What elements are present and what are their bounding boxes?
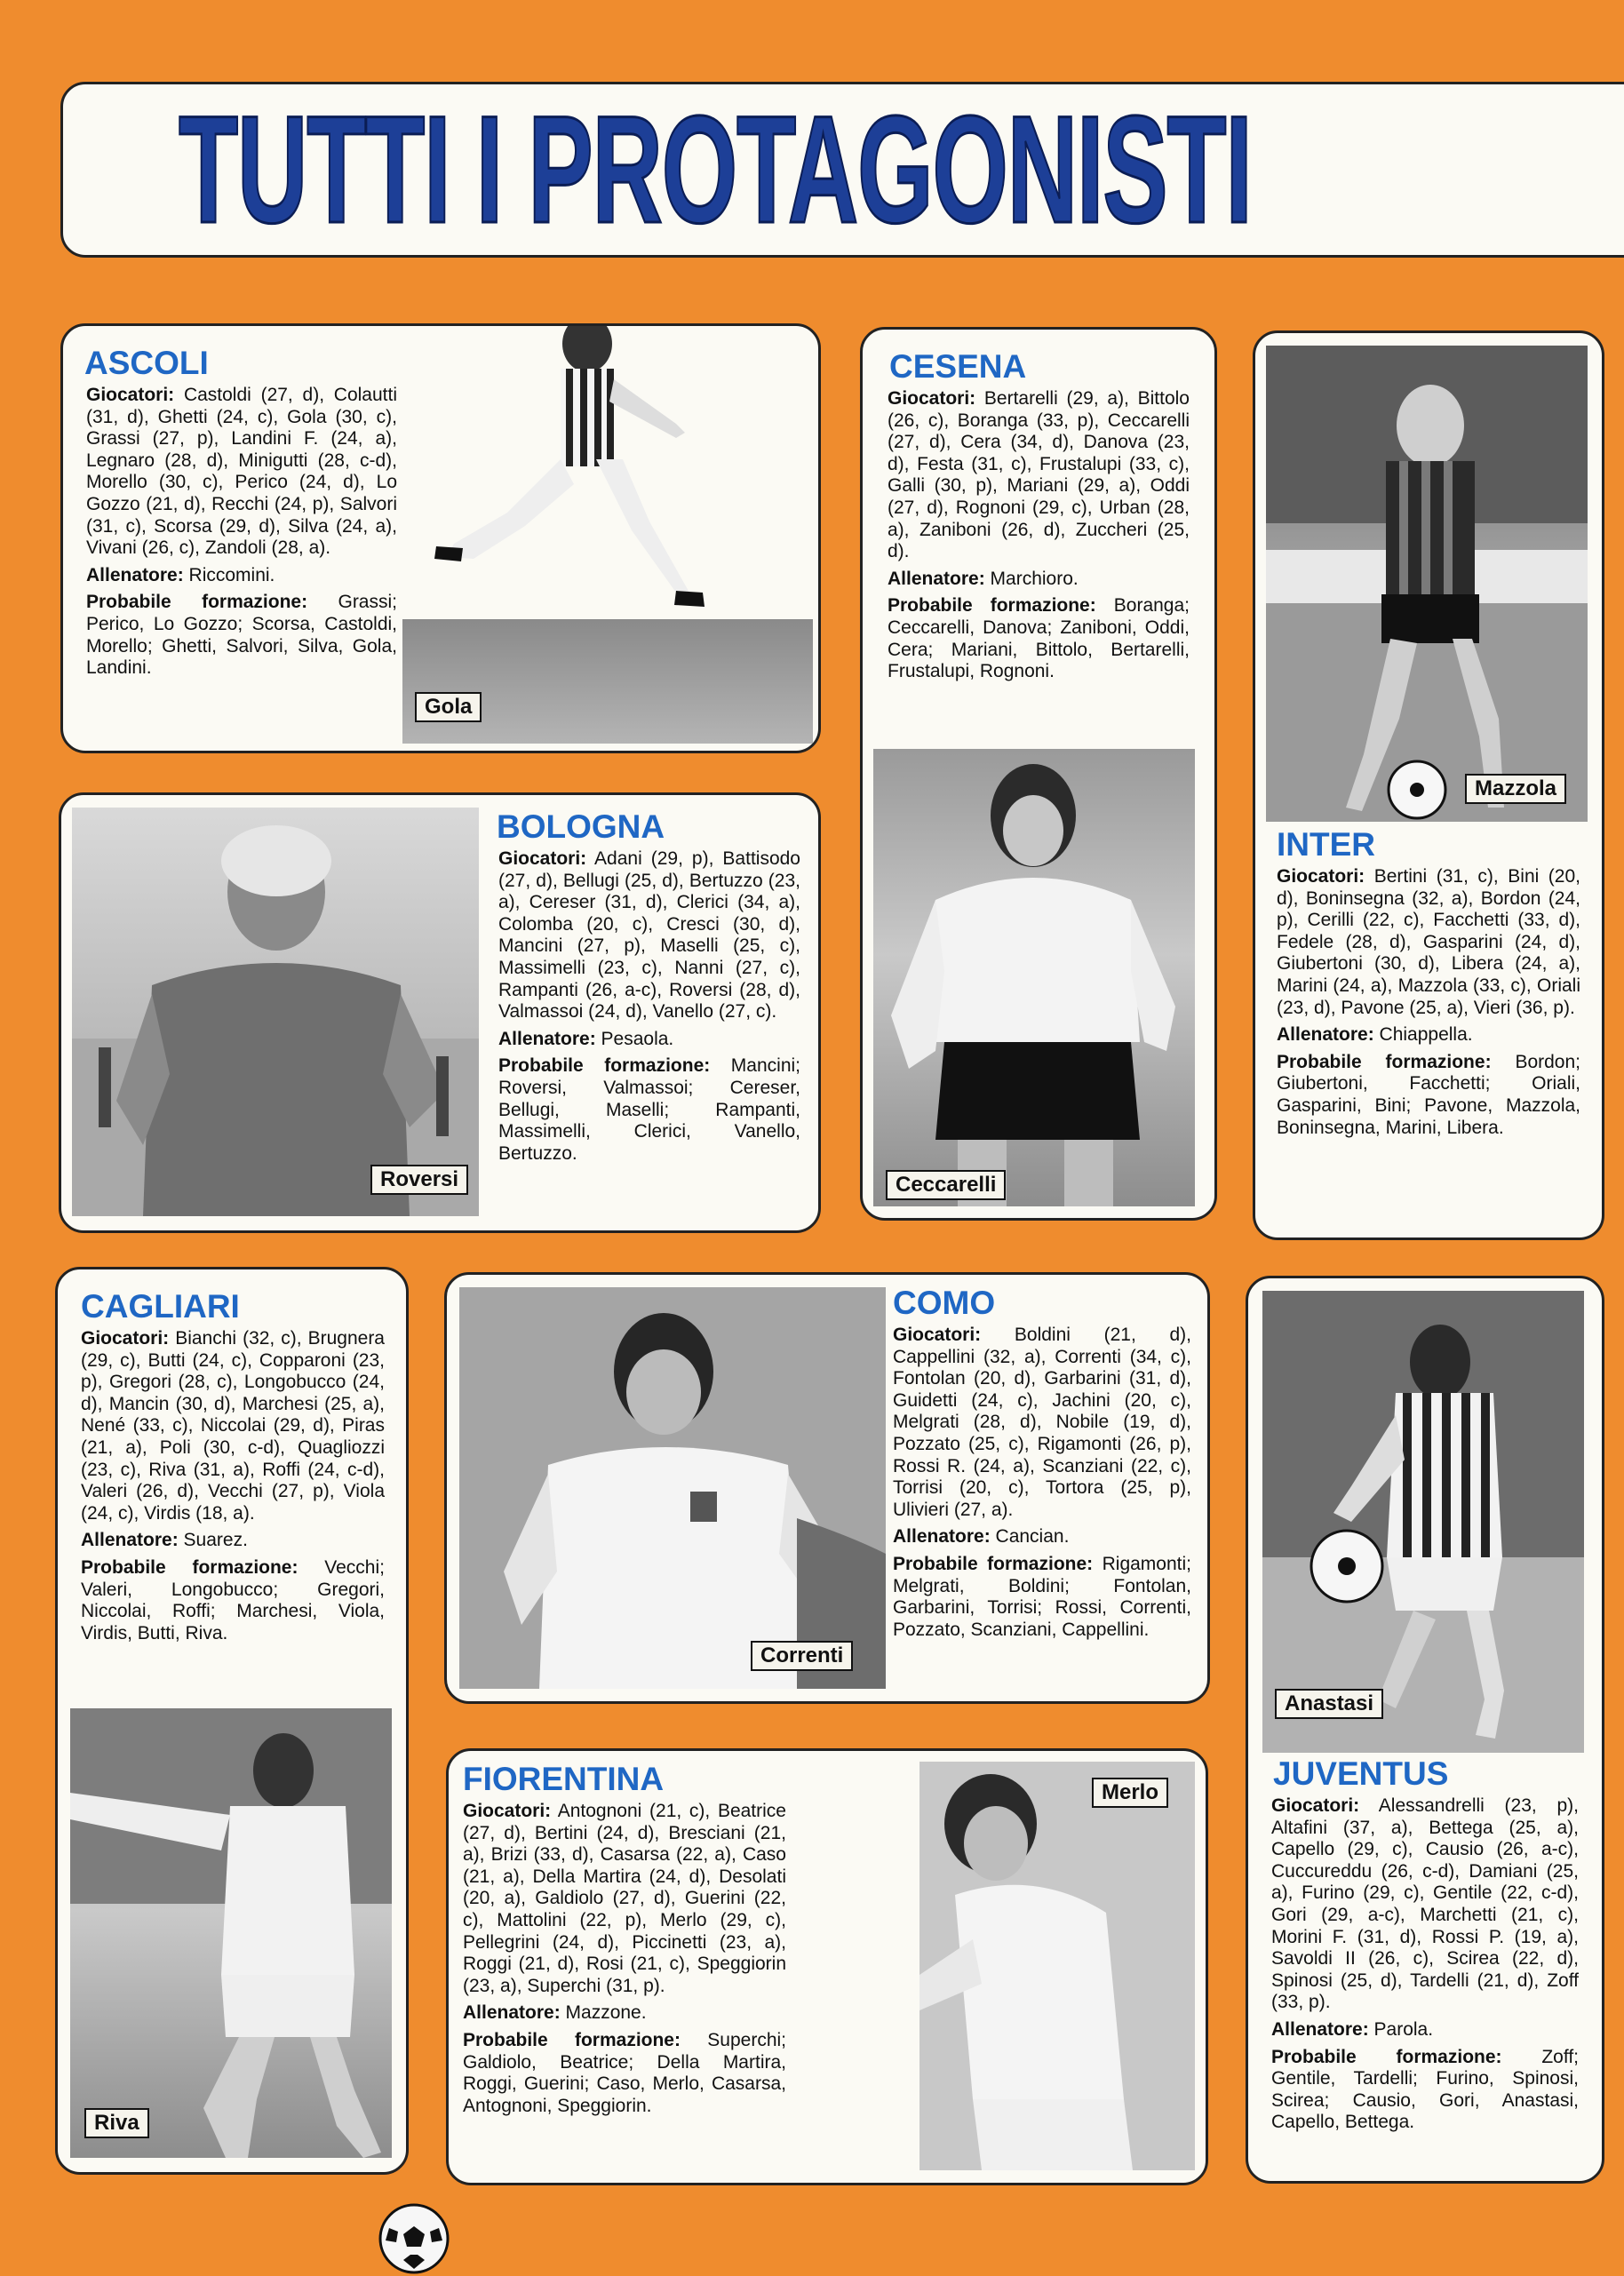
lineup-ascoli: Probabile formazione: Grassi; Perico, Lo Gozzo; Scorsa, Castoldi, Morello; Ghetti, Salvori, Silva, Gola, Landini.: [86, 592, 397, 679]
coach-cagliari: Allenatore: Suarez.: [81, 1530, 248, 1551]
team-name-ascoli: ASCOLI: [84, 345, 209, 381]
team-info-bologna: [498, 848, 800, 1170]
player-figure-gola: [63, 326, 818, 751]
players-inter: Giocatori: Bertini (31, c), Bini (20, d), Boninsegna (32, a), Bordon (24, p), Cerilli (22, c), Facchetti (33, d), Fedele (28, d), Gasparini (24, d), Giubertoni (30, d), Libera (24, a), Marini (24, a), Mazzola (33, c), Oriali (23, d), Pavone (25, a), Vieri (36, p).: [1277, 866, 1580, 1018]
player-figure-merlo: [919, 1762, 1195, 2170]
photo-caption-anastasi: Anastasi: [1275, 1689, 1383, 1719]
team-card-como: [444, 1272, 1210, 1704]
photo-caption-merlo: Merlo: [1092, 1778, 1168, 1808]
team-card-cesena: [860, 327, 1217, 1221]
lineup-inter: Probabile formazione: Bordon; Giubertoni, Facchetti; Oriali, Gasparini, Bini; Pavone, Mazzola, Boninsegna, Marini, Libera.: [1277, 1051, 1580, 1138]
team-info-cesena: [888, 388, 1190, 688]
team-name-bologna: BOLOGNA: [497, 808, 665, 845]
player-figure-ceccarelli: [873, 749, 1195, 1206]
soccer-ball-icon: [377, 2201, 451, 2276]
coach-juventus: Allenatore: Parola.: [1271, 2018, 1434, 2040]
lineup-como: Probabile formazione: Rigamonti; Melgrati, Boldini; Fontolan, Garbarini, Torrisi; Rossi, Correnti, Pozzato, Scanziani, Cappellini.: [893, 1553, 1191, 1640]
team-name-juventus: JUVENTUS: [1273, 1755, 1449, 1792]
photo-caption-riva: Riva: [84, 2108, 149, 2138]
team-card-juventus: [1246, 1276, 1604, 2184]
team-card-cagliari: [55, 1267, 409, 2175]
team-name-cagliari: CAGLIARI: [81, 1288, 240, 1325]
players-bologna: Giocatori: Adani (29, p), Battisodo (27, d), Bellugi (25, d), Bertuzzo (23, a), Cereser (31, d), Clerici (34, a), Colomba (20, c), Cresci (30, d), Mancini (27, p), Maselli (25, c), Massimelli (23, c), Nanni (27, c), Rampanti (26, a-c), Roversi (28, d), Valmassoi (24, d), Vanello (27, c).: [498, 848, 800, 1023]
photo-caption-correnti: Correnti: [751, 1641, 853, 1671]
lineup-bologna: Probabile formazione: Mancini; Roversi, Valmassoi; Cereser, Bellugi, Maselli; Rampanti, Massimelli, Clerici, Vanello, Bertuzzo.: [498, 1055, 800, 1164]
players-juventus: Giocatori: Alessandrelli (23, p), Altafini (37, a), Bettega (25, a), Capello (29, c), Causio (26, a-c), Cuccureddu (26, c-d), Damiani (25, a), Furino (29, c), Gentile (22, c-d), Gori (29, a-c), Marchetti (21, c), Morini F. (31, d), Rossi P. (19, a), Savoldi II (26, c), Scirea (22, d), Spinosi (25, d), Tardelli (21, d), Zoff (33, p).: [1271, 1795, 1579, 2013]
player-photo-riva: [70, 1708, 392, 2158]
team-info-fiorentina: [463, 1801, 786, 2122]
player-figure-correnti: [459, 1287, 886, 1689]
photo-caption-mazzola: Mazzola: [1465, 774, 1566, 804]
players-cesena: Giocatori: Bertarelli (29, a), Bittolo (26, c), Boranga (33, p), Ceccarelli (27, d), Cera (34, d), Danova (23, d), Festa (31, c), Frustalupi (33, c), Galli (30, p), Mariani (29, a), Oddi (27, d), Rognoni (29, c), Urban (28, a), Zaniboni (26, d), Zuccheri (25, d).: [888, 388, 1190, 562]
coach-ascoli: Allenatore: Riccomini.: [86, 564, 275, 585]
page-title: TUTTI I PROTAGONISTI: [179, 84, 1252, 255]
player-photo-roversi: [72, 808, 479, 1216]
player-figure-mazzola: [1266, 346, 1588, 822]
team-name-inter: INTER: [1277, 826, 1375, 863]
player-figure-anastasi: [1262, 1291, 1584, 1753]
coach-fiorentina: Allenatore: Mazzone.: [463, 2002, 647, 2024]
player-photo-merlo: [919, 1762, 1195, 2170]
photo-caption-gola: Gola: [415, 692, 482, 722]
title-banner: [60, 82, 1624, 258]
team-card-fiorentina: [446, 1748, 1208, 2185]
player-photo-mazzola: [1266, 346, 1588, 822]
team-name-fiorentina: FIORENTINA: [463, 1761, 665, 1797]
team-card-bologna: [59, 792, 821, 1233]
player-figure-roversi: [72, 808, 479, 1216]
lineup-cesena: Probabile formazione: Boranga; Ceccarelli, Danova; Zaniboni, Oddi, Cera; Mariani, Bittolo, Bertarelli, Frustalupi, Rognoni.: [888, 595, 1190, 682]
team-info-como: [893, 1325, 1191, 1646]
players-cagliari: Giocatori: Bianchi (32, c), Brugnera (29, c), Butti (24, c), Copparoni (23, p), Gregori (28, c), Longobucco (24, d), Mancin (30, d), Marchesi (25, a), Nené (33, c), Niccolai (29, d), Piras (21, a), Poli (30, c-d), Quagliozzi (23, c), Riva (31, a), Roffi (24, c-d), Valeri (26, d), Vecchi (27, p), Viola (24, c), Virdis (18, a).: [81, 1328, 385, 1524]
team-info-cagliari: [81, 1328, 385, 1650]
coach-como: Allenatore: Cancian.: [893, 1526, 1070, 1548]
players-ascoli: Giocatori: Castoldi (27, d), Colautti (31, d), Ghetti (24, c), Gola (30, c), Grassi (27, p), Landini F. (24, a), Legnaro (28, d), Minigutti (28, c-d), Morello (30, c), Perico (24, d), Lo Gozzo (21, d), Recchi (24, p), Salvori (31, c), Scorsa (29, d), Silva (24, a), Vivani (26, c), Zandoli (28, a).: [86, 385, 397, 559]
team-card-inter: [1253, 330, 1604, 1240]
team-info-inter: [1277, 866, 1580, 1144]
team-card-ascoli: [60, 323, 821, 753]
lineup-cagliari: Probabile formazione: Vecchi; Valeri, Longobucco; Gregori, Niccolai, Roffi; Marchesi, Viola, Virdis, Butti, Riva.: [81, 1556, 385, 1643]
coach-cesena: Allenatore: Marchioro.: [888, 568, 1079, 589]
photo-caption-roversi: Roversi: [370, 1165, 468, 1195]
photo-caption-ceccarelli: Ceccarelli: [886, 1170, 1006, 1200]
player-photo-ceccarelli: [873, 749, 1195, 1206]
lineup-juventus: Probabile formazione: Zoff; Gentile, Tardelli; Furino, Spinosi, Scirea; Causio, Gori, Anastasi, Capello, Bettega.: [1271, 2046, 1579, 2133]
player-photo-correnti: [459, 1287, 886, 1689]
players-como: Giocatori: Boldini (21, d), Cappellini (32, a), Correnti (34, c), Fontolan (20, d), Garbarini (31, d), Guidetti (24, c), Jachini (20, c), Melgrati (28, d), Nobile (19, d), Pozzato (25, c), Rigamonti (26, p), Rossi R. (24, a), Scanziani (22, c), Torrisi (20, c), Tortora (25, p), Ulivieri (27, a).: [893, 1325, 1192, 1520]
player-photo-anastasi: [1262, 1291, 1584, 1753]
players-fiorentina: Giocatori: Antognoni (21, c), Beatrice (27, d), Bertini (24, d), Bresciani (21, a), Brizi (33, d), Casarsa (22, a), Caso (21, a), Della Martira (24, d), Desolati (20, a), Galdiolo (27, d), Guerini (22, c), Mattolini (22, p), Merlo (29, c), Pellegrini (24, d), Piccinetti (23, a), Roggi (21, d), Rosi (21, c), Speggiorin (23, a), Superchi (31, p).: [463, 1801, 786, 1996]
player-figure-riva: [70, 1708, 392, 2158]
coach-bologna: Allenatore: Pesaola.: [498, 1028, 674, 1049]
team-name-como: COMO: [893, 1285, 996, 1321]
coach-inter: Allenatore: Chiappella.: [1277, 1024, 1473, 1046]
team-name-cesena: CESENA: [889, 348, 1027, 385]
team-info-juventus: [1271, 1795, 1579, 2139]
lineup-fiorentina: Probabile formazione: Superchi; Galdiolo, Beatrice; Della Martira, Roggi, Guerini; Caso, Merlo, Casarsa, Antognoni, Speggiorin.: [463, 2029, 786, 2116]
